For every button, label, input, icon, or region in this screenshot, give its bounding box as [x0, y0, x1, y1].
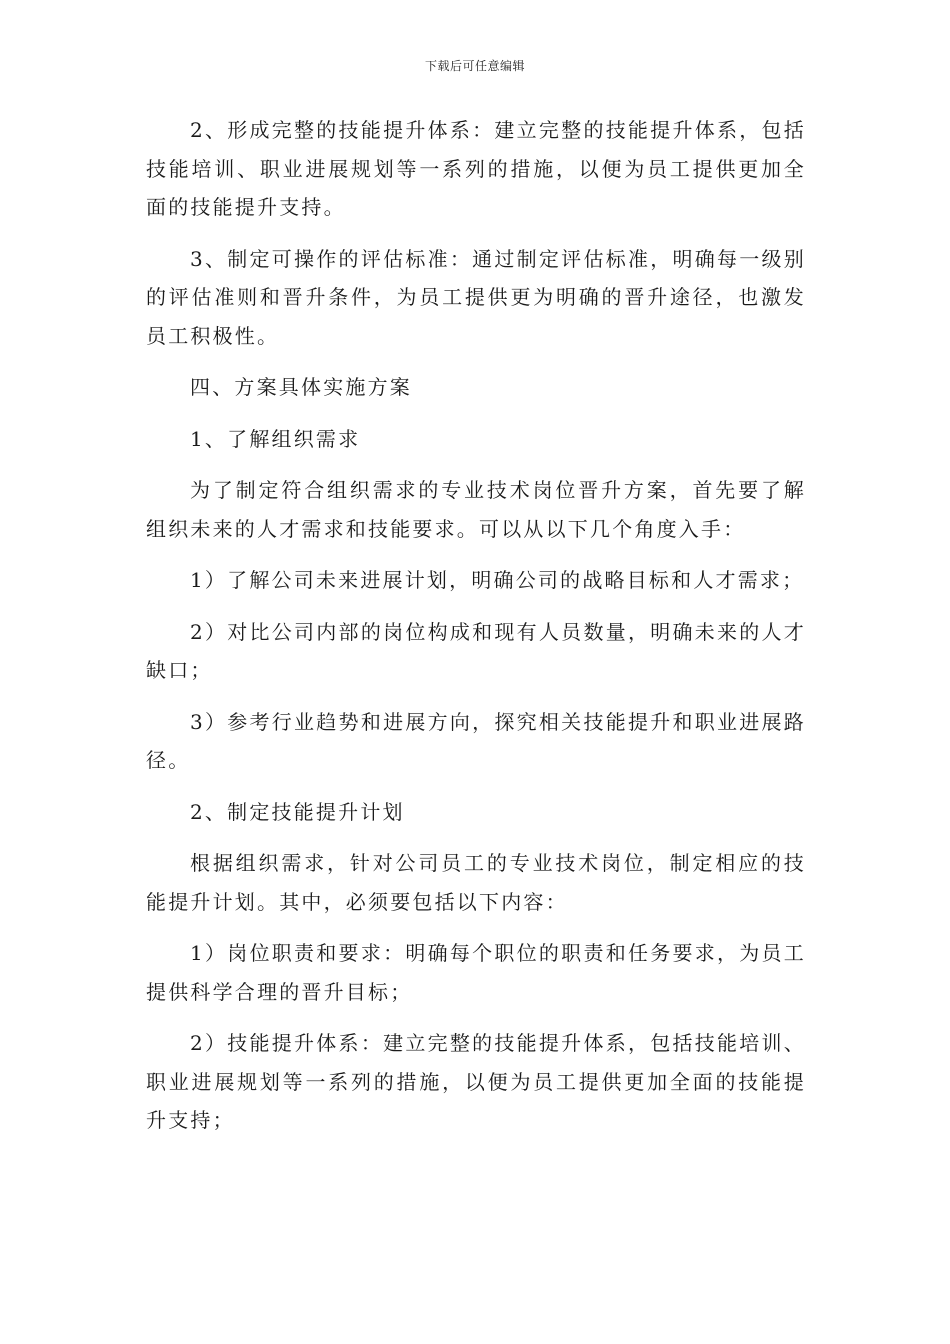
- list-item-company-plan: 1）了解公司未来进展计划，明确公司的战略目标和人才需求；: [190, 568, 805, 592]
- list-item-talent-gap: 2）对比公司内部的岗位构成和现有人员数量，明确未来的人才缺口；: [146, 619, 806, 682]
- list-item-job-duties: 1）岗位职责和要求：明确每个职位的职责和任务要求，为员工提供科学合理的晋升目标；: [146, 941, 806, 1004]
- paragraph-org-needs-intro: 为了制定符合组织需求的专业技术岗位晋升方案，首先要了解组织未来的人才需求和技能要求。可以从以下几个角度入手：: [146, 478, 806, 541]
- page-header: 下载后可任意编辑: [424, 59, 525, 73]
- paragraph-evaluation-standard: 3、制定可操作的评估标准：通过制定评估标准，明确每一级别的评估准则和晋升条件，为员工提供更为明确的晋升途径，也激发员工积极性。: [146, 246, 806, 348]
- paragraph-skill-system: 2、形成完整的技能提升体系：建立完整的技能提升体系，包括技能培训、职业进展规划等一系列的措施，以便为员工提供更加全面的技能提升支持。: [146, 118, 806, 219]
- list-item-skill-system: 2）技能提升体系：建立完整的技能提升体系，包括技能培训、职业进展规划等一系列的措施，以便为员工提供更加全面的技能提升支持；: [146, 1031, 806, 1132]
- section-heading-implementation: 四、方案具体实施方案: [190, 375, 412, 399]
- subheading-skill-plan: 2、制定技能提升计划: [190, 799, 405, 824]
- list-item-industry-trends: 3）参考行业趋势和进展方向，探究相关技能提升和职业进展路径。: [146, 709, 806, 772]
- document-body: [146, 111, 806, 1153]
- subheading-org-needs: 1、了解组织需求: [190, 426, 361, 451]
- paragraph-skill-plan-intro: 根据组织需求，针对公司员工的专业技术岗位，制定相应的技能提升计划。其中，必须要包括以下内容：: [146, 851, 806, 914]
